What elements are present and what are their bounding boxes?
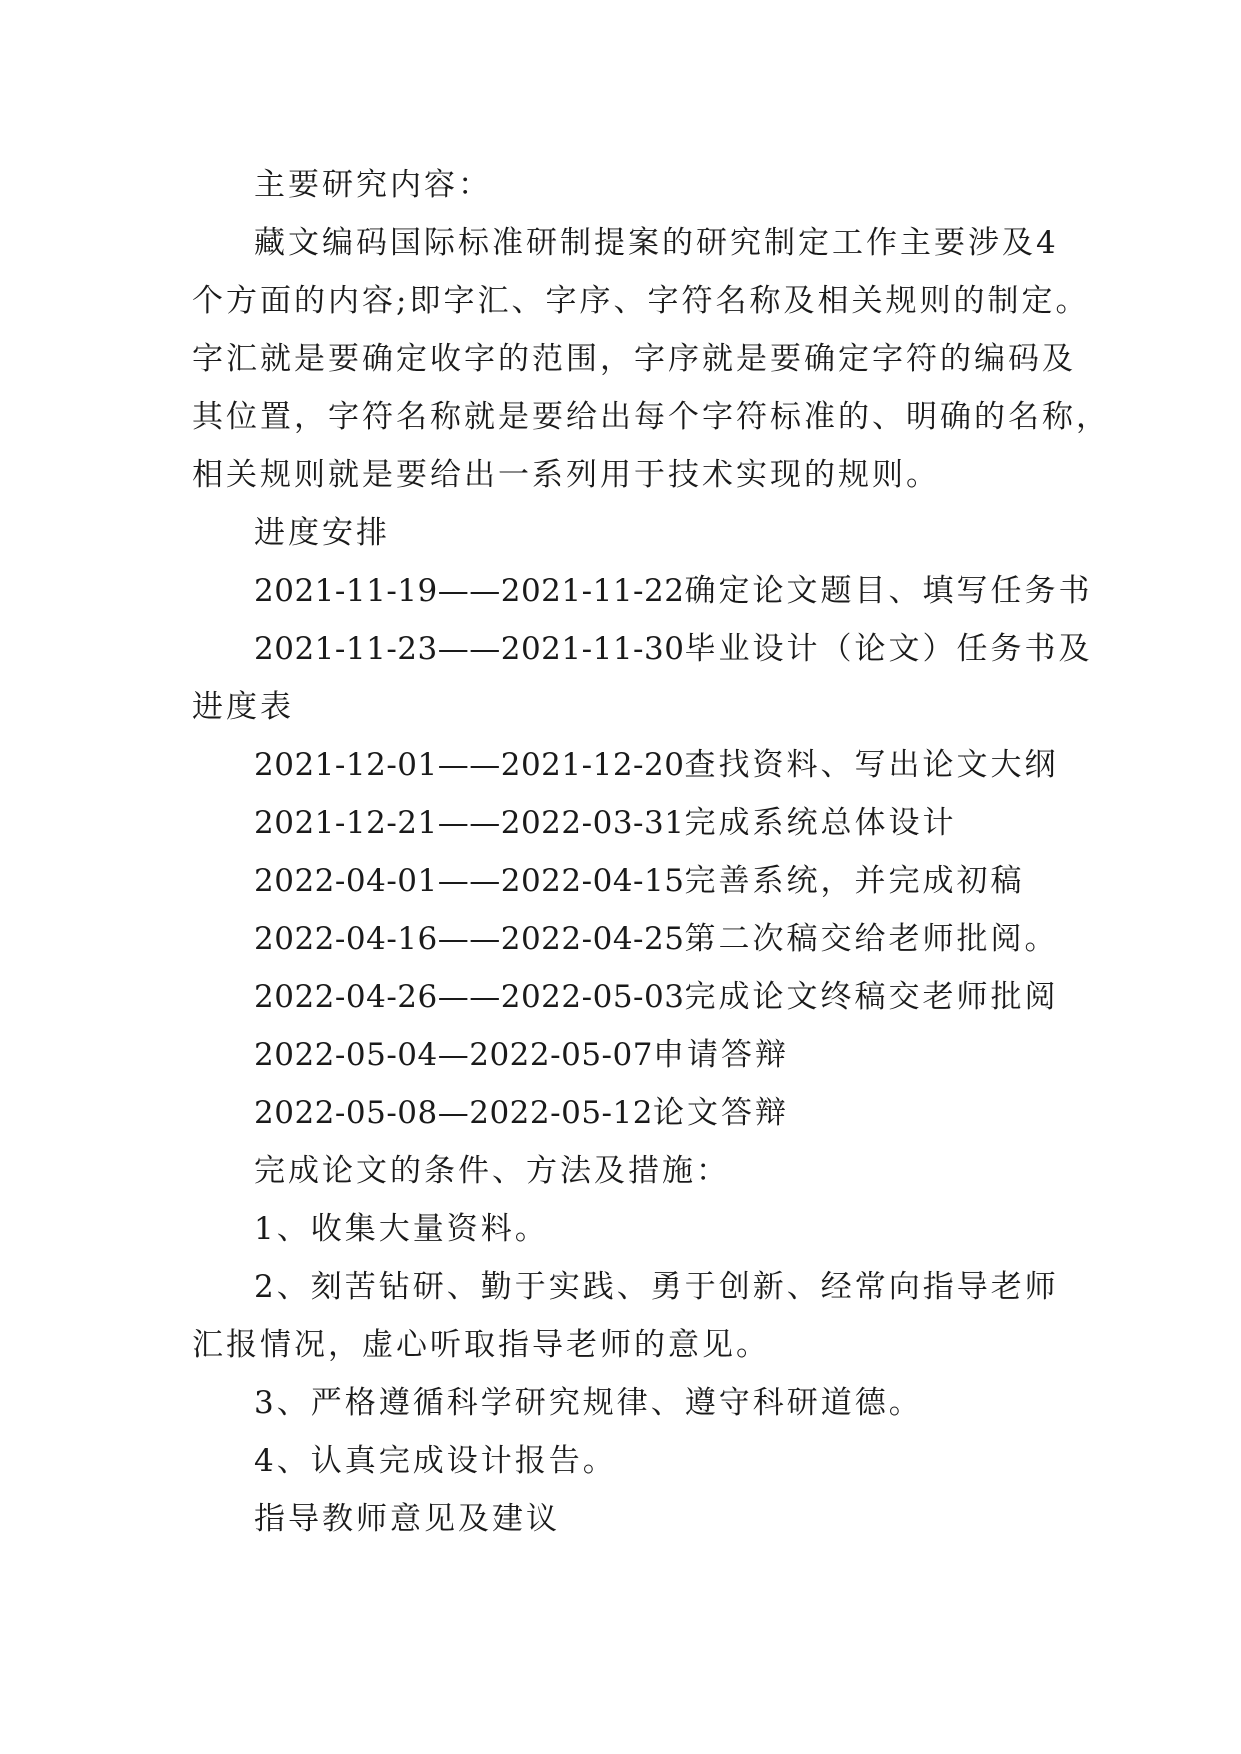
schedule-date: 2022-05-08—2022-05-12 [254,1095,653,1131]
schedule-item [192,794,1052,852]
schedule-heading: 进度安排 [254,515,390,551]
schedule-task: 确定论文题目、填写任务书 [684,573,1093,609]
conditions-heading: 完成论文的条件、方法及措施： [254,1153,730,1189]
conditions-item-4: 4、认真完成设计报告。 [254,1443,617,1479]
schedule-item [192,968,1059,1026]
schedule-date: 2021-12-21——2022-03-31 [254,805,685,841]
schedule-task: 完成论文终稿交老师批阅 [684,979,1059,1015]
schedule-date: 2021-12-01——2021-12-20 [254,747,685,783]
schedule-item [192,852,1052,910]
schedule-task: 第二次稿交给老师批阅。 [684,921,1059,957]
schedule-item [192,562,1093,620]
research-line-1: 藏文编码国际标准研制提案的研究制定工作主要涉及4 [254,225,1059,261]
research-line-5: 相关规则就是要给出一系列用于技术实现的规则。 [192,457,940,493]
conditions-item-2: 2、刻苦钻研、勤于实践、勇于创新、经常向指导老师 [254,1269,1059,1305]
research-line-4: 其位置，字符名称就是要给出每个字符标准的、明确的名称， [192,399,1110,435]
schedule-date: 2022-04-01——2022-04-15 [254,863,685,899]
schedule-item [192,620,1093,678]
schedule-item [192,736,1059,794]
conditions-item-1: 1、收集大量资料。 [254,1211,549,1247]
conditions-item-2-continuation: 汇报情况，虚心听取指导老师的意见。 [192,1327,770,1363]
research-line-3: 字汇就是要确定收字的范围，字序就是要确定字符的编码及 [192,341,1076,377]
schedule-item [192,1084,1052,1142]
document-page [192,156,1110,1548]
schedule-date: 2022-04-26——2022-05-03 [254,979,685,1015]
schedule-item [192,1026,1052,1084]
schedule-date: 2021-11-19——2021-11-22 [254,573,685,609]
schedule-task: 完成系统总体设计 [684,805,957,841]
research-heading: 主要研究内容： [254,167,492,203]
schedule-task: 毕业设计（论文）任务书及 [684,631,1093,667]
schedule-task-continuation: 进度表 [192,689,294,725]
research-line-2: 个方面的内容;即字汇、字序、字符名称及相关规则的制定。 [192,283,1090,319]
advisor-heading: 指导教师意见及建议 [254,1501,560,1537]
schedule-date: 2021-11-23——2021-11-30 [254,631,685,667]
schedule-item [192,910,1059,968]
conditions-item-3: 3、严格遵循科学研究规律、遵守科研道德。 [254,1385,923,1421]
schedule-date: 2022-04-16——2022-04-25 [254,921,685,957]
schedule-task: 论文答辩 [652,1095,789,1131]
schedule-task: 申请答辩 [652,1037,789,1073]
schedule-date: 2022-05-04—2022-05-07 [254,1037,653,1073]
schedule-task: 完善系统，并完成初稿 [684,863,1025,899]
schedule-task: 查找资料、写出论文大纲 [684,747,1059,783]
